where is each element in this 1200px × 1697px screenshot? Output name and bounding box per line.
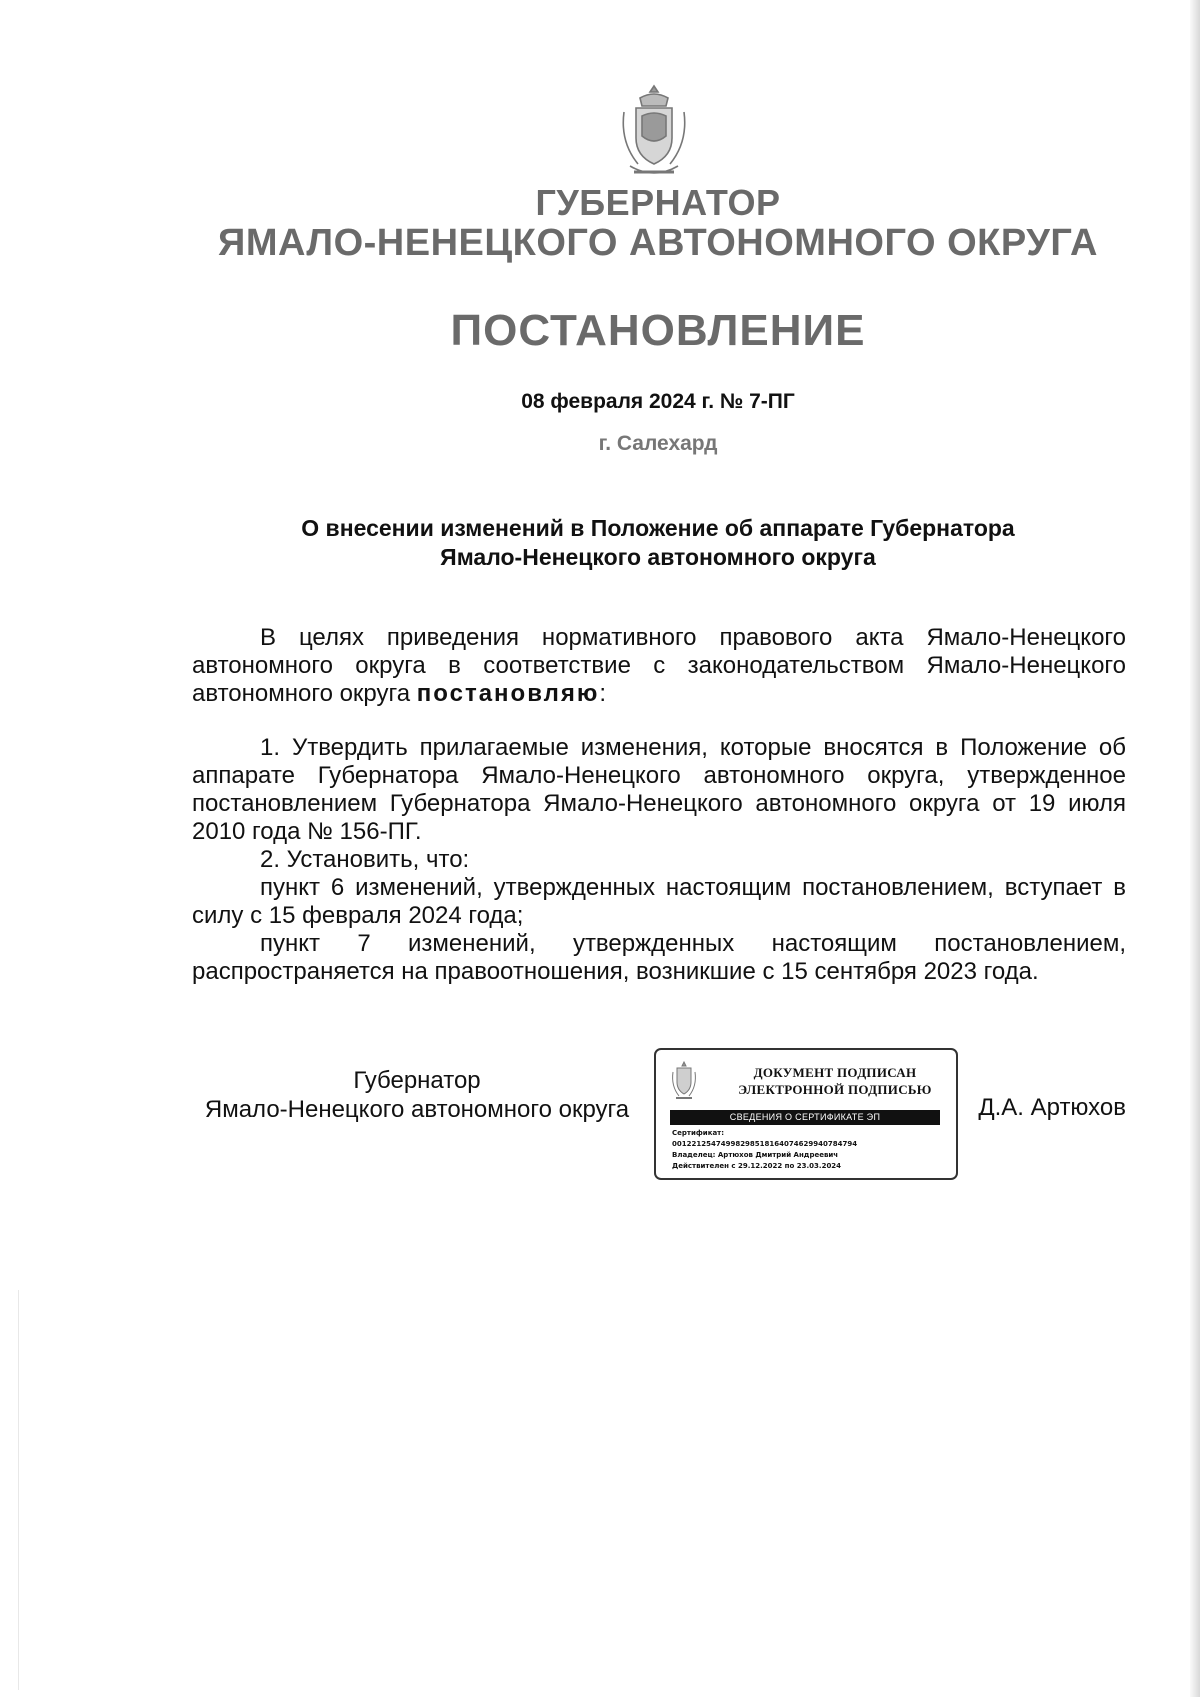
preamble-text: В целях приведения нормативного правового акта Ямало-Ненецкого автономного округа в соответствие с законодательством Ямало-Ненецкого автономного округа bbox=[192, 624, 1126, 707]
stamp-validity: Действителен с 29.12.2022 по 23.03.2024 bbox=[672, 1162, 842, 1170]
item-2-clause-a: пункт 6 изменений, утвержденных настоящим постановлением, вступает в силу с 15 февраля 2024 года; bbox=[192, 874, 1126, 929]
item-2: 2. Установить, что: bbox=[260, 846, 470, 873]
item-1: 1. Утвердить прилагаемые изменения, которые вносятся в Положение об аппарате Губернатора Ямало-Ненецкого автономного округа, утвержденное постановлением Губернатора Ямало-Ненецкого автономного округа от 19 июля 2010 года № 156-ПГ. bbox=[192, 734, 1126, 845]
subject-line-1: О внесении изменений в Положение об аппарате Губернатора bbox=[301, 515, 1015, 541]
stamp-cert-number: 00122125474998298518164074629940784794 bbox=[672, 1140, 858, 1148]
stamp-heading bbox=[722, 1064, 948, 1098]
document-city: г. Салехард bbox=[598, 432, 718, 455]
document-type: ПОСТАНОВЛЕНИЕ bbox=[450, 306, 866, 355]
stamp-cert-label: Сертификат: bbox=[672, 1129, 725, 1137]
header-region: ЯМАЛО-НЕНЕЦКОГО АВТОНОМНОГО ОКРУГА bbox=[218, 222, 1098, 264]
subject-line-2: Ямало-Ненецкого автономного округа bbox=[440, 544, 876, 570]
scan-edge-left bbox=[18, 1290, 19, 1690]
header-title: ГУБЕРНАТОР bbox=[535, 182, 781, 223]
item-2-clause-b: пункт 7 изменений, утвержденных настоящим постановлением, распространяется на правоотношения, возникшие с 15 сентября 2023 года. bbox=[192, 930, 1126, 985]
preamble-colon: : bbox=[599, 680, 607, 707]
preamble-paragraph bbox=[192, 624, 1126, 708]
decree-items bbox=[192, 734, 1126, 986]
signatory-name: Д.А. Артюхов bbox=[978, 1094, 1126, 1121]
document-subject bbox=[190, 514, 1126, 572]
stamp-owner: Владелец: Артюхов Дмитрий Андреевич bbox=[672, 1151, 839, 1159]
signatory-position-line-1: Губернатор bbox=[353, 1067, 481, 1094]
preamble-decree-word: постановляю bbox=[416, 680, 600, 707]
stamp-heading-line-1: ДОКУМЕНТ ПОДПИСАН bbox=[753, 1065, 917, 1080]
signatory-position-line-2: Ямало-Ненецкого автономного округа bbox=[204, 1096, 630, 1123]
stamp-heading-line-2: ЭЛЕКТРОННОЙ ПОДПИСЬЮ bbox=[738, 1082, 932, 1097]
stamp-cert-details bbox=[672, 1128, 948, 1172]
document-date-number: 08 февраля 2024 г. № 7-ПГ bbox=[521, 390, 795, 413]
stamp-cert-bar: СВЕДЕНИЯ О СЕРТИФИКАТЕ ЭП bbox=[670, 1110, 940, 1125]
signatory-position bbox=[192, 1066, 642, 1124]
coat-of-arms-emblem bbox=[616, 82, 692, 182]
electronic-signature-stamp bbox=[654, 1048, 958, 1180]
stamp-emblem-icon bbox=[670, 1060, 698, 1104]
